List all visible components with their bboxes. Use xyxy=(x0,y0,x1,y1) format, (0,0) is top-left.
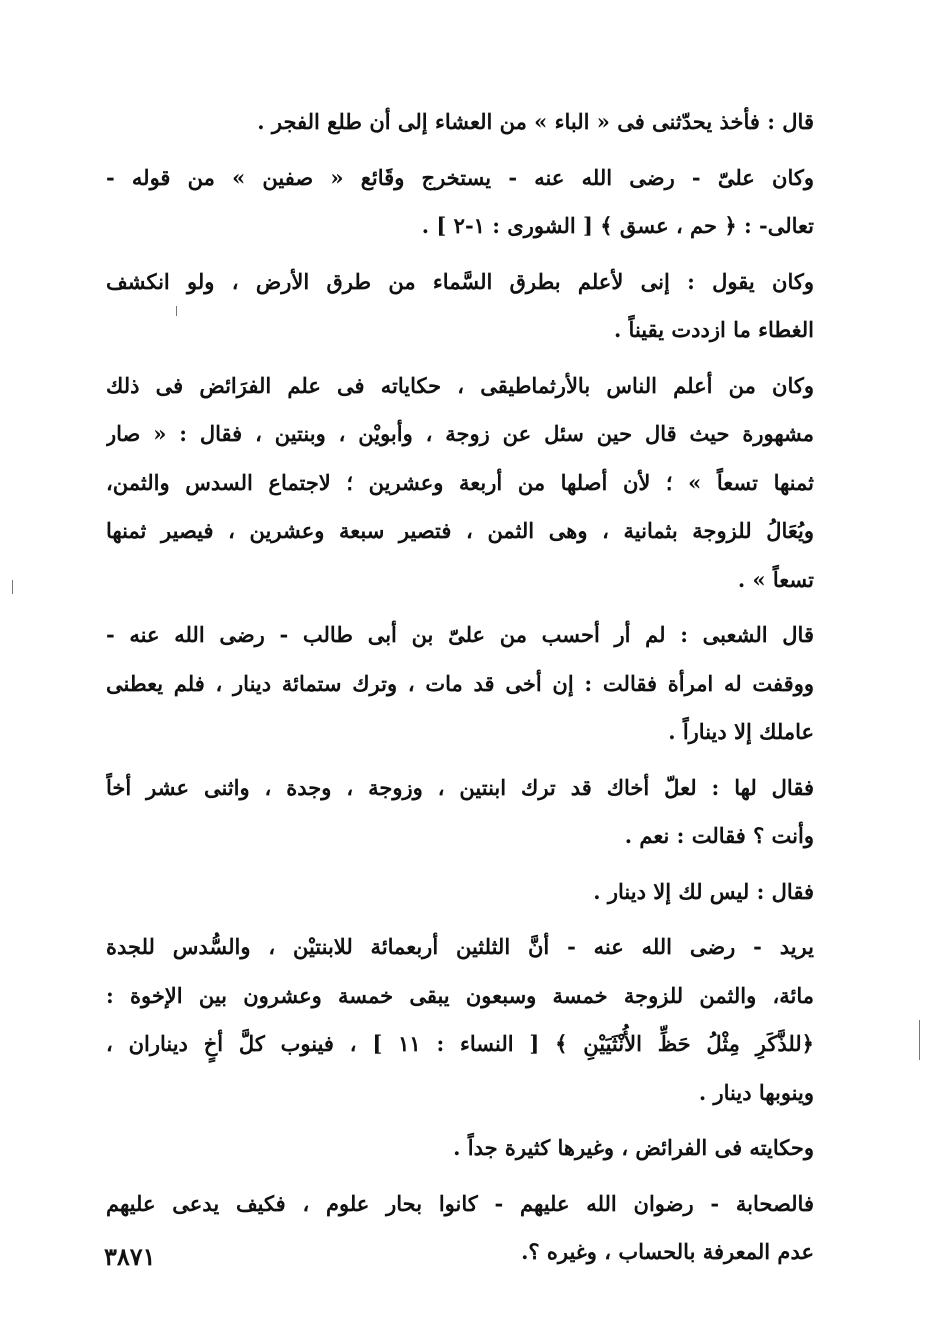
scan-edge-mark xyxy=(919,1020,920,1060)
text-line: ووقفت له امرأة فقالت : إن أخى قد مات ، وترك ستمائة دينار ، فلم يعطنى xyxy=(106,670,814,696)
text-line: الغطاء ما ازددت يقيناً . xyxy=(613,317,814,342)
paragraph-gap xyxy=(106,916,814,923)
paragraph xyxy=(106,868,814,917)
paragraph xyxy=(106,923,814,1117)
text-line: وأنت ؟ فقالت : نعم . xyxy=(624,823,814,848)
paragraph-gap xyxy=(106,1117,814,1124)
paragraph xyxy=(106,764,814,861)
paragraph-gap xyxy=(106,251,814,258)
text-line: فالصحابة - رضوان الله عليهم - كانوا بحار علوم ، فكيف يدعى عليهم xyxy=(106,1190,814,1216)
paragraph xyxy=(106,258,814,355)
scan-edge-mark xyxy=(12,580,13,594)
text-line: وكان من أعلم الناس بالأرثماطيقى ، حكاياته فى علم الفرَائض فى ذلك xyxy=(106,372,814,398)
text-line: مشهورة حيث قال حين سئل عن زوجة ، وأبويْن ، وبنتين ، فقال : « صار xyxy=(106,421,814,446)
text-line: قال : فأخذ يحدّثنى فى « الباء » من العشاء إلى أن طلع الفجر . xyxy=(257,109,814,134)
paragraph-gap xyxy=(106,757,814,764)
body-text xyxy=(106,98,814,1277)
text-line: تسعاً » . xyxy=(737,566,814,592)
paragraph-gap xyxy=(106,355,814,362)
paragraph xyxy=(106,611,814,757)
text-line: مائة، والثمن للزوجة خمسة وسبعون يبقى خمسة وعشرون بين الإخوة : xyxy=(106,982,814,1008)
text-line: وكان يقول : إنى لأعلم بطرق السَّماء من طرق الأرض ، ولو انكشف xyxy=(106,268,814,294)
text-line: عاملك إلا ديناراً . xyxy=(668,719,814,744)
page-number: ٣٨٧١ xyxy=(104,1242,156,1271)
paragraph xyxy=(106,98,814,147)
text-line: فقال : ليس لك إلا دينار . xyxy=(593,878,814,904)
text-line: عدم المعرفة بالحساب ، وغيره ؟. xyxy=(521,1239,814,1264)
paragraph-gap xyxy=(106,1173,814,1180)
paragraph xyxy=(106,362,814,605)
paragraph-gap xyxy=(106,861,814,868)
paragraph xyxy=(106,1124,814,1173)
text-line: فقال لها : لعلّ أخاك قد ترك ابنتين ، وزوجة ، وجدة ، واثنى عشر أخاً xyxy=(106,774,814,800)
text-line: ويُعَالُ للزوجة بثمانية ، وهى الثمن ، فتصير سبعة وعشرين ، فيصير ثمنها xyxy=(106,518,814,543)
text-line: تعالى- : ﴿ حم ، عسق ﴾ [ الشورى : ١-٢ ] . xyxy=(421,213,814,238)
scan-edge-mark xyxy=(176,306,177,316)
text-line: ثمنها تسعاً » ؛ لأن أصلها من أربعة وعشرين ؛ لاجتماع السدس والثمن، xyxy=(106,469,814,495)
paragraph-gap xyxy=(106,604,814,611)
text-line: قال الشعبى : لم أر أحسب من علىّ بن أبى طالب - رضى الله عنه - xyxy=(106,622,814,647)
paragraph xyxy=(106,1180,814,1277)
text-line: وكان علىّ - رضى الله عنه - يستخرج وقَائع « صفين » من قوله - xyxy=(106,164,814,190)
text-line: وينوبها دينار . xyxy=(698,1079,814,1105)
paragraph-gap xyxy=(106,147,814,154)
paragraph xyxy=(106,154,814,251)
text-line: ﴿للذَّكَرِ مِثْلُ حَظِّ الأُنْثَيَيْنِ ﴾ [ النساء : ١١ ] ، فينوب كلَّ أخٍ ديناران ، xyxy=(106,1031,814,1056)
text-line: وحكايته فى الفرائض ، وغيرها كثيرة جداً . xyxy=(453,1135,814,1160)
text-line: يريد - رضى الله عنه - أنَّ الثلثين أربعمائة للابنتيْن ، والسُّدس للجدة xyxy=(106,934,814,959)
